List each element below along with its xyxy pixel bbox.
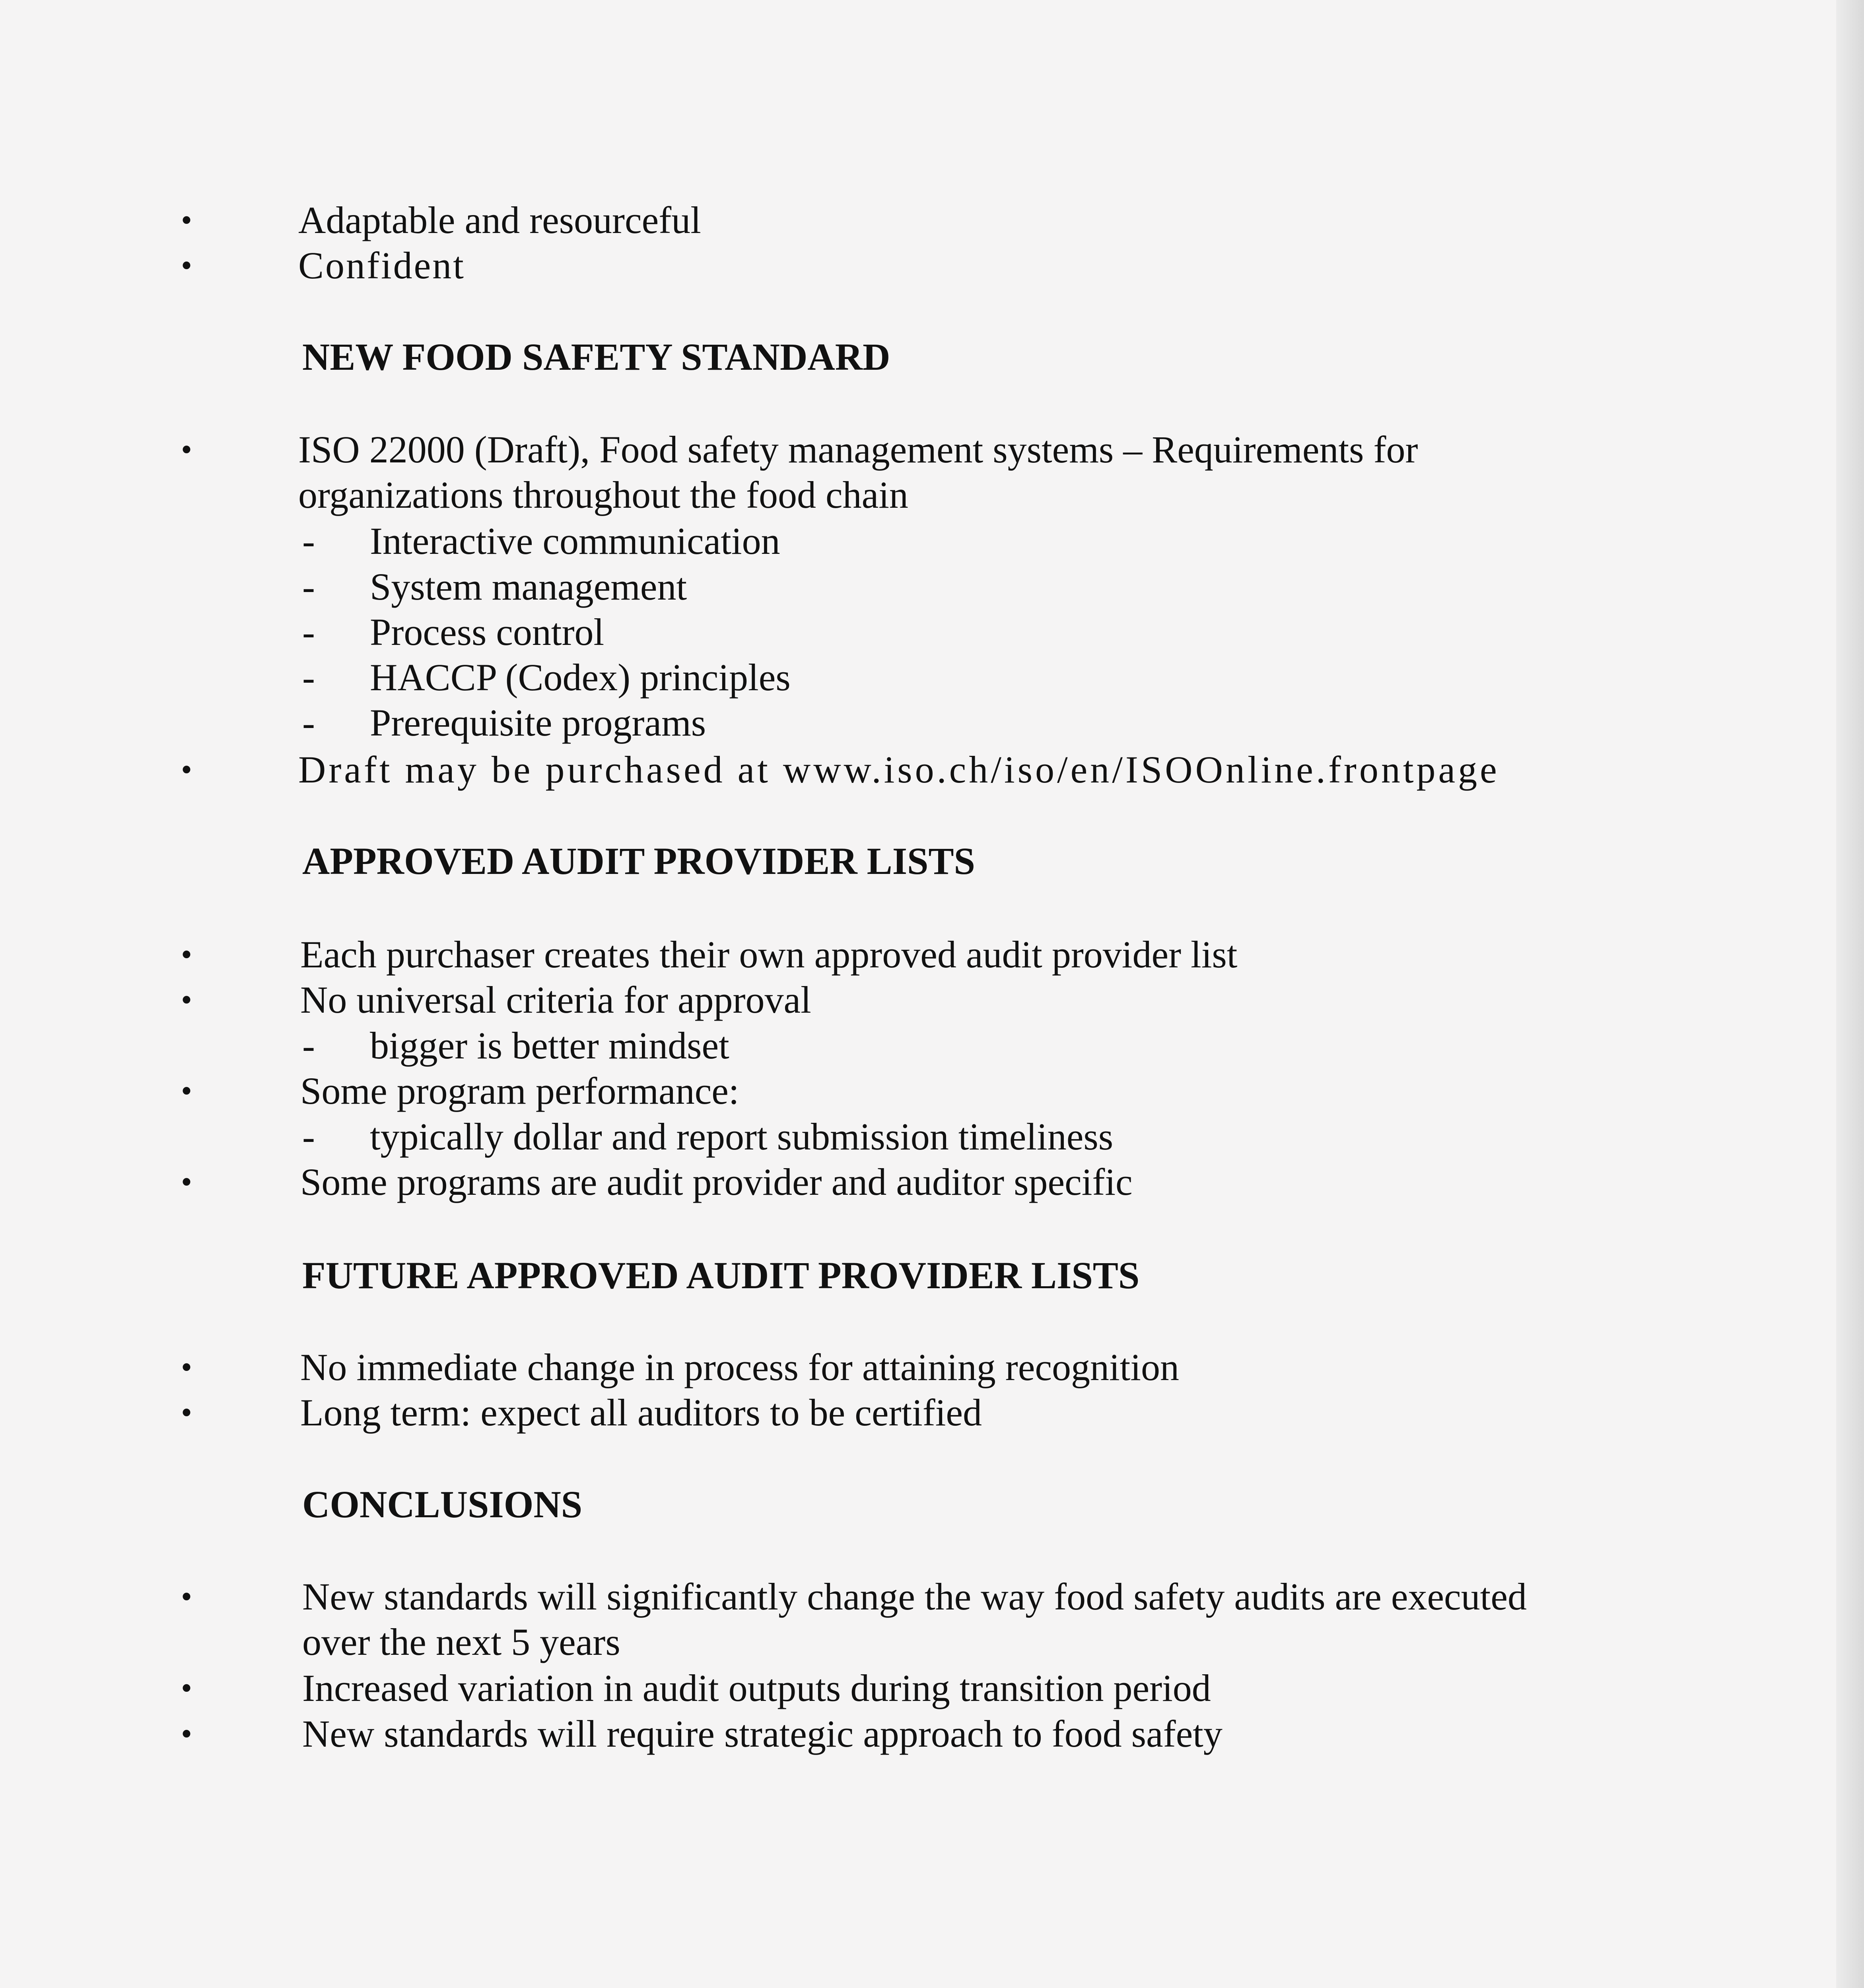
sub-item-interactive-communication: Interactive communication (370, 520, 780, 562)
conclusion-increased-variation: Increased variation in audit outputs during transition period (302, 1667, 1211, 1709)
bullet-marker: • (181, 1579, 192, 1614)
dash-marker: - (302, 1115, 315, 1158)
bullet-marker: • (181, 203, 192, 238)
conclusion-new-standards-line1: New standards will significantly change the way food safety audits are executed (302, 1575, 1527, 1618)
bullet-marker: • (181, 432, 192, 467)
dash-marker: - (302, 565, 315, 608)
dash-marker: - (302, 701, 315, 744)
heading-new-food-safety-standard: NEW FOOD SAFETY STANDARD (302, 336, 890, 378)
iso-22000-line2: organizations throughout the food chain (298, 474, 908, 516)
sub-item-haccp-principles: HACCP (Codex) principles (370, 656, 791, 699)
bullet-marker: • (181, 937, 192, 972)
sub-item-system-management: System management (370, 565, 687, 608)
bullet-each-purchaser: Each purchaser creates their own approved audit provider list (300, 933, 1238, 976)
bullet-marker: • (181, 1671, 192, 1706)
bullet-marker: • (181, 1350, 192, 1385)
bullet-adaptable: Adaptable and resourceful (298, 199, 701, 241)
bullet-marker: • (181, 1074, 192, 1109)
bullet-no-immediate-change: No immediate change in process for attaining recognition (300, 1346, 1179, 1388)
conclusion-new-standards-line2: over the next 5 years (302, 1621, 620, 1663)
sub-item-dollar-and-timeliness: typically dollar and report submission timeliness (370, 1115, 1114, 1158)
bullet-program-performance: Some program performance: (300, 1070, 739, 1112)
dash-marker: - (302, 520, 315, 562)
bullet-marker: • (181, 248, 192, 283)
bullet-marker: • (181, 1716, 192, 1751)
bullet-marker: • (181, 752, 192, 787)
heading-future-approved-lists: FUTURE APPROVED AUDIT PROVIDER LISTS (302, 1254, 1140, 1297)
heading-conclusions: CONCLUSIONS (302, 1483, 583, 1526)
bullet-long-term: Long term: expect all auditors to be certified (300, 1391, 982, 1434)
bullet-marker: • (181, 1165, 192, 1200)
conclusion-strategic-approach: New standards will require strategic approach to food safety (302, 1712, 1223, 1755)
bullet-provider-specific: Some programs are audit provider and auditor specific (300, 1161, 1133, 1203)
sub-item-prerequisite-programs: Prerequisite programs (370, 701, 706, 744)
bullet-marker: • (181, 1395, 192, 1430)
sub-item-process-control: Process control (370, 611, 604, 653)
sub-item-bigger-is-better: bigger is better mindset (370, 1024, 729, 1067)
dash-marker: - (302, 611, 315, 653)
dash-marker: - (302, 656, 315, 699)
dash-marker: - (302, 1024, 315, 1067)
page-edge-shadow (1836, 0, 1864, 1988)
iso-22000-line1: ISO 22000 (Draft), Food safety management systems – Requirements for (298, 428, 1418, 471)
bullet-no-universal-criteria: No universal criteria for approval (300, 978, 811, 1021)
draft-purchase-note: Draft may be purchased at www.iso.ch/iso/en/ISOOnline.frontpage (298, 748, 1500, 791)
heading-approved-audit-provider-lists: APPROVED AUDIT PROVIDER LISTS (302, 840, 975, 882)
bullet-confident: Confident (298, 244, 465, 287)
bullet-marker: • (181, 982, 192, 1017)
